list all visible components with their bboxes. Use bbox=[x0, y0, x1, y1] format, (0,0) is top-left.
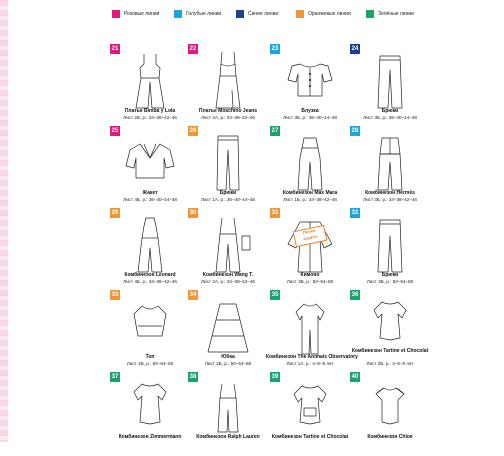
legend-label: Розовые линии bbox=[124, 11, 160, 17]
pattern-name: Брюки bbox=[381, 272, 399, 278]
badge-line: сшить bbox=[302, 233, 318, 242]
legend-item-blue bbox=[174, 8, 221, 20]
slip-dress-sketch-icon bbox=[198, 50, 258, 110]
pattern-name: Брюки bbox=[219, 190, 237, 196]
overall-jumpsuit-sketch-icon bbox=[198, 214, 258, 274]
pattern-name: Кимоно bbox=[300, 272, 320, 278]
top-sketch-icon bbox=[120, 296, 180, 356]
pattern-card-22[interactable] bbox=[188, 44, 268, 128]
pattern-sheet: Лист 2А, р.: 34–38–42–46 bbox=[201, 279, 255, 284]
pattern-number-badge: 40 bbox=[351, 374, 359, 380]
pattern-name: Платье Moschino Jeans bbox=[198, 108, 258, 114]
trousers-sketch-icon bbox=[360, 214, 420, 274]
pattern-name: Топ bbox=[145, 354, 155, 360]
kids-romper-sketch-icon bbox=[360, 378, 420, 438]
pattern-name: Блузка bbox=[301, 108, 319, 114]
pattern-card-29[interactable] bbox=[110, 208, 190, 292]
pattern-name: Комбинезон Hermès bbox=[365, 190, 415, 196]
pattern-number-badge: 36 bbox=[351, 292, 359, 298]
pattern-sheet: Лист 3Б, р.: 36–40–44–48 bbox=[283, 115, 337, 120]
kids-jumpsuit-sketch-icon bbox=[280, 296, 340, 356]
legend-label: Синие линии bbox=[248, 11, 279, 17]
pattern-name: Комбинезон Tartine et Chocolat bbox=[271, 434, 349, 440]
legend-swatch bbox=[296, 10, 304, 18]
pattern-sheet: Лист 1А, р.: 4–6–8 лет bbox=[286, 361, 334, 366]
kids-jumpsuit-sketch-icon bbox=[198, 378, 258, 438]
pattern-number-badge: 22 bbox=[189, 46, 197, 52]
pattern-number-badge: 26 bbox=[189, 128, 197, 134]
pattern-sheet: Лист 3Б, р.: 36–40–44–48 bbox=[363, 115, 417, 120]
pattern-sheet: Лист 1А, р.: 36–40–44–48 bbox=[201, 197, 255, 202]
pattern-sheet: Лист 3Б, р.: 34–38–42–46 bbox=[363, 197, 417, 202]
legend-item-green bbox=[366, 8, 414, 20]
pattern-card-24[interactable] bbox=[350, 44, 430, 128]
pattern-name: Юбка bbox=[221, 354, 235, 360]
pattern-card-31[interactable] bbox=[270, 208, 350, 292]
pattern-sheet: Лист 2Б, р.: 34–38–42–46 bbox=[123, 115, 177, 120]
pattern-sheet: Лист 4А, р.: 34–38–42–46 bbox=[201, 115, 255, 120]
pattern-number-badge: 39 bbox=[271, 374, 279, 380]
pattern-sheet: Лист 4Б, р.: 34–38–42–46 bbox=[123, 279, 177, 284]
kids-romper-sketch-icon bbox=[280, 378, 340, 438]
pattern-number-badge: 37 bbox=[111, 374, 119, 380]
pattern-card-26[interactable] bbox=[188, 126, 268, 210]
legend-item-darkblue bbox=[236, 8, 278, 20]
pattern-sheet: Лист 2Б, р.: 4–6–8 лет bbox=[366, 361, 414, 366]
pattern-number-badge: 21 bbox=[111, 46, 119, 52]
jumpsuit-sketch-icon bbox=[120, 50, 180, 110]
pattern-card-27[interactable] bbox=[270, 126, 350, 210]
pattern-sheet: Лист 4Б, р.: 50–54–58 bbox=[126, 361, 174, 366]
pattern-card-36[interactable] bbox=[350, 290, 430, 374]
jumpsuit-sketch-icon bbox=[360, 132, 420, 192]
pattern-name: Комбинезон Zimmermann bbox=[118, 434, 182, 440]
pattern-sheet: Лист 4Б, р.: 36–40–44–48 bbox=[123, 197, 177, 202]
kids-romper-sketch-icon bbox=[120, 378, 180, 438]
pattern-sheet: Лист 3Б, р.: 50–54–58 bbox=[286, 279, 334, 284]
blouse-sketch-icon bbox=[280, 50, 340, 110]
pattern-card-32[interactable] bbox=[350, 208, 430, 292]
pattern-number-badge: 29 bbox=[111, 210, 119, 216]
color-legend bbox=[112, 8, 492, 20]
pattern-card-37[interactable] bbox=[110, 372, 190, 456]
legend-label: Оранжевые линии bbox=[308, 11, 351, 17]
pattern-number-badge: 32 bbox=[351, 210, 359, 216]
pattern-card-33[interactable] bbox=[110, 290, 190, 374]
pattern-card-25[interactable] bbox=[110, 126, 190, 210]
pattern-card-28[interactable] bbox=[350, 126, 430, 210]
tiered-skirt-sketch-icon bbox=[198, 296, 258, 356]
legend-label: Зелёные линии bbox=[378, 11, 414, 17]
pattern-name: Комбинезон Wang T. bbox=[202, 272, 254, 278]
legend-label: Голубые линии bbox=[186, 11, 222, 17]
pattern-number-badge: 24 bbox=[351, 46, 359, 52]
pattern-card-21[interactable] bbox=[110, 44, 190, 128]
pattern-name: Комбинезон Max Mara bbox=[282, 190, 338, 196]
pattern-number-badge: 27 bbox=[271, 128, 279, 134]
pattern-card-40[interactable] bbox=[350, 372, 430, 456]
pattern-number-badge: 33 bbox=[111, 292, 119, 298]
jumpsuit-sketch-icon bbox=[280, 132, 340, 192]
trousers-sketch-icon bbox=[198, 132, 258, 192]
legend-item-orange bbox=[296, 8, 351, 20]
pattern-number-badge: 34 bbox=[189, 292, 197, 298]
pattern-name: Комбинезон Chloé bbox=[367, 434, 413, 440]
trousers-sketch-icon bbox=[360, 50, 420, 110]
pattern-number-badge: 31 bbox=[271, 210, 279, 216]
pattern-number-badge: 35 bbox=[271, 292, 279, 298]
pattern-sheet: Лист 2Б, р.: 50–54–58 bbox=[204, 361, 252, 366]
pattern-card-23[interactable] bbox=[270, 44, 350, 128]
legend-swatch bbox=[366, 10, 374, 18]
pattern-number-badge: 23 bbox=[271, 46, 279, 52]
legend-swatch bbox=[236, 10, 244, 18]
pattern-card-39[interactable] bbox=[270, 372, 350, 456]
pattern-card-30[interactable] bbox=[188, 208, 268, 292]
pattern-name: Жакет bbox=[142, 190, 158, 196]
pattern-card-38[interactable] bbox=[188, 372, 268, 456]
kids-romper-sketch-icon bbox=[360, 296, 420, 356]
jumpsuit-sketch-icon bbox=[120, 214, 180, 274]
pattern-number-badge: 30 bbox=[189, 210, 197, 216]
legend-swatch bbox=[112, 10, 120, 18]
pattern-card-34[interactable] bbox=[188, 290, 268, 374]
page-edge-strip bbox=[0, 0, 8, 442]
pattern-name: Комбинезон The Animals Observatory bbox=[266, 354, 358, 360]
pattern-number-badge: 28 bbox=[351, 128, 359, 134]
pattern-sheet: Лист 3Б, р.: 50–54–58 bbox=[366, 279, 414, 284]
pattern-name: Комбинезон Ralph Lauren bbox=[196, 434, 260, 440]
pattern-sheet: Лист 1Б, р.: 34–38–42–46 bbox=[283, 197, 337, 202]
pattern-number-badge: 38 bbox=[189, 374, 197, 380]
legend-swatch bbox=[174, 10, 182, 18]
legend-item-pink bbox=[112, 8, 159, 20]
pattern-name: Брюки bbox=[381, 108, 399, 114]
badge-line: Легко bbox=[302, 227, 316, 236]
pattern-name: Комбинезон Leonard bbox=[124, 272, 176, 278]
jacket-sketch-icon bbox=[120, 132, 180, 192]
pattern-number-badge: 25 bbox=[111, 128, 119, 134]
pattern-name: Комбинезон Tartine et Chocolat bbox=[351, 348, 429, 354]
pattern-name: Платье Bimba y Lola bbox=[124, 108, 176, 114]
